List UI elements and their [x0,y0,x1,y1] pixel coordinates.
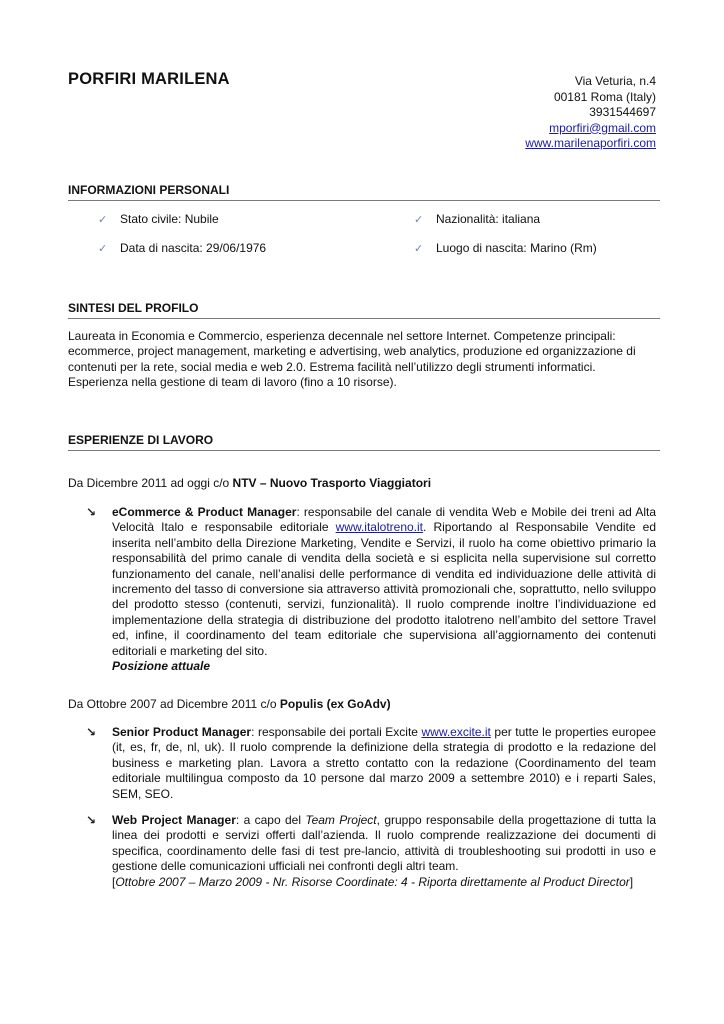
role-note-bracket: [ [112,874,116,889]
role-entry [112,725,656,802]
arrow-down-right-icon: ↘ [86,505,97,519]
role-note-bracket: ] [629,874,634,889]
checkmark-icon: ✓ [98,213,108,226]
role-title: eCommerce & Product Manager [112,505,297,519]
job-heading [68,697,391,711]
address-line-1: Via Veturia, n.4 [574,74,656,88]
section-title-personal: INFORMAZIONI PERSONALI [68,183,660,201]
personal-item [98,241,266,255]
role-text: : responsabile del canale di vendita Web e Mobile dei treni ad Alta Velocità Italo e responsabile editoriale [112,505,657,535]
role-text: : a capo del [235,813,306,827]
job-period: Da Dicembre 2011 ad oggi c/o [68,476,233,490]
personal-item [414,241,597,255]
personal-item-text: Data di nascita: 29/06/1976 [120,241,267,255]
personal-item-text: Nazionalità: italiana [436,212,541,226]
job-company: NTV – Nuovo Trasporto Viaggiatori [232,476,432,490]
role-title: Web Project Manager [112,813,236,827]
role-note: Posizione attuale [112,659,211,674]
personal-item [98,212,219,226]
role-entry [112,813,656,890]
checkmark-icon: ✓ [414,213,424,226]
job-heading [68,476,431,490]
phone-number: 3931544697 [589,105,656,119]
job-company: Populis (ex GoAdv) [279,697,391,711]
section-title-experience: ESPERIENZE DI LAVORO [68,433,660,451]
arrow-down-right-icon: ↘ [86,813,97,827]
personal-item [414,212,540,226]
personal-item-text: Luogo di nascita: Marino (Rm) [436,241,597,255]
checkmark-icon: ✓ [98,242,108,255]
checkmark-icon: ✓ [414,242,424,255]
personal-item-text: Stato civile: Nubile [120,212,219,226]
role-link[interactable]: www.italotreno.it [335,520,424,535]
role-note: Ottobre 2007 – Marzo 2009 - Nr. Risorse Coordinate: 4 - Riporta direttamente al Product Director [115,874,630,889]
website-link[interactable]: www.marilenaporfiri.com [525,136,656,150]
contact-block [396,74,656,152]
candidate-name: PORFIRI MARILENA [68,70,230,88]
arrow-down-right-icon: ↘ [86,725,97,739]
email-link[interactable]: mporfiri@gmail.com [549,120,656,135]
role-entry [112,505,656,674]
profile-summary: Laureata in Economia e Commercio, esperienza decennale nel settore Internet. Competenze principali: ecommerce, project management, marketing e advertising, web analytics, produzione ed organizzazione di contenuti per la rete, social media e web 2.0. Estrema facilità nell’utilizzo degli strumenti informatici. Esperienza nella gestione di team di lavoro (fino a 10 risorse). [68,329,636,389]
role-text: , gruppo responsabile della progettazione di tutta la linea dei prodotti e servizi offerti dall’azienda. Il ruolo comprende realizzazione dei documenti di specifica, coordinamento delle fasi di test pre-lancio, attività di troubleshooting sui prodotti in uso e gestione delle comunicazioni ufficiali nei confronti degli altri team. [112,813,656,874]
job-period: Da Ottobre 2007 ad Dicembre 2011 c/o [68,697,280,711]
role-text: : responsabile dei portali Excite [251,725,422,739]
role-title: Senior Product Manager [112,725,252,739]
section-title-profile: SINTESI DEL PROFILO [68,301,660,319]
role-italic: Team Project [305,813,377,827]
address-line-2: 00181 Roma (Italy) [553,89,656,104]
role-text: per tutte le properties europee (it, es, fr, de, nl, uk). Il ruolo comprende la definizione della strategia di prodotto e la redazione del business e marketing plan. Lavora a stretto contatto con la redazione (Coordinamento del team editoriale multilingua composto da 10 persone dal marzo 2009 a settembre 2010) e i reparti Sales, SEM, SEO. [112,725,656,801]
role-text: . Riportando al Responsabile Vendite ed inserita nell’ambito della Direzione Marketing, Vendite e Servizi, il ruolo ha come obiettivo primario la responsabilità del primo canale di vendita della società e si esplicita nella supervisione sul corretto funzionamento del canale, nell’analisi delle performance di vendita ed individuazione delle attività di incremento del tasso di conversione sia attraverso attività promozionali che, soprattutto, nello sviluppo del prodotto stesso (contenuti, servizi, funzionalità). Il ruolo comprende inoltre l’individuazione ed implementazione della strategia di distribuzione del prodotto italotreno nell’ambito del settore Travel ed, infine, il coordinamento del team editoriale che supervisiona all’aggiornamento dei contenuti editoriali e marketing del sito. [112,520,657,658]
role-link[interactable]: www.excite.it [421,725,491,739]
